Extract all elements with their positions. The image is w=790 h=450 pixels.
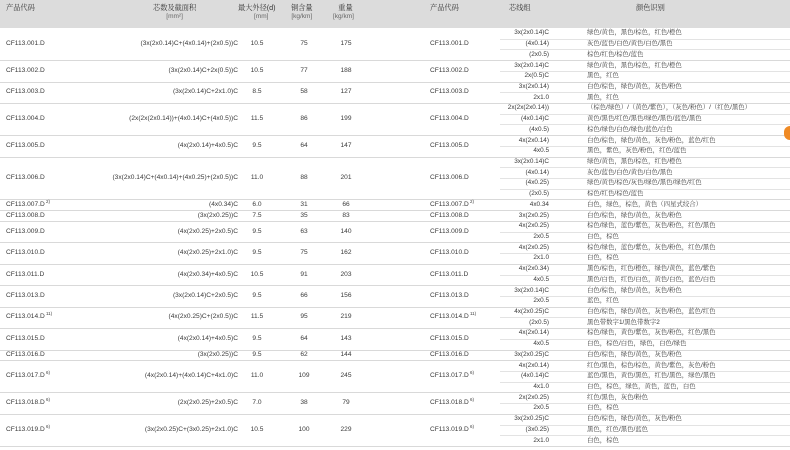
weight: 219 [340,313,352,321]
color-code: 绿色/黄色，黑色/棕色，红色/橙色 [587,157,682,165]
side-tab-marker[interactable] [784,126,790,140]
core-group: 2x0.5 [533,404,549,412]
product-code-2: CF113.010.D [430,249,469,257]
row-divider [0,392,790,393]
copper-content: 64 [300,334,308,342]
color-code: 黄色/黑色/红色/黑色/绿色/黑色/蓝色/黑色 [587,115,702,123]
core-group: (4x0.14) [525,40,549,48]
product-code-2: CF113.019.D $^{6)}$ [430,423,474,433]
weight: 245 [340,372,352,380]
core-group: 3x(2x0.25)C [514,415,549,423]
core-cross-section: (2x(2x0.25)+2x0.5)C [177,399,238,407]
core-group: 2x1.0 [533,436,549,444]
core-group: 2x(2x(2x0.14)) [507,104,549,112]
core-cross-section: (2x(2x(2x0.14))+(4x0.14)C+(4x0.5))C [129,115,238,123]
core-cross-section: (4x(2x0.25)C+(2x0.5))C [168,313,238,321]
core-group: (4x0.25) [525,179,549,187]
core-cross-section: (3x(2x0.25)C+(3x0.25)+2x1.0)C [144,425,238,433]
weight: 156 [340,291,352,299]
product-code-2: CF113.003.D [430,88,469,96]
core-group: 4x1.0 [533,383,549,391]
color-code: 黑色，红色/黑色/蓝色 [587,425,649,433]
outer-diameter: 11.5 [250,115,264,123]
product-code-2: CF113.018.D $^{6)}$ [430,396,474,407]
color-code: 白色/棕色，绿色/黄色，灰色/粉色 [587,350,682,358]
product-code-2: CF113.006.D [430,174,469,182]
outer-diameter: 8.5 [252,88,262,96]
core-group: (2x0.5) [529,50,549,58]
product-code-2: CF113.011.D [430,270,469,278]
core-group: (4x0.14)C [520,372,549,380]
copper-content: 75 [300,249,308,257]
product-code: CF113.019.D $^{6)}$ [6,423,50,433]
group-divider [500,114,790,115]
outer-diameter: 9.5 [252,350,262,358]
core-group: 2x(2x0.25) [518,393,549,401]
core-group: 3x(2x0.25)C [514,350,549,358]
weight: 229 [340,425,352,433]
weight: 144 [340,350,352,358]
outer-diameter: 6.0 [252,200,262,208]
outer-diameter: 10.5 [250,66,264,74]
core-group: 4x(2x0.25) [518,243,549,251]
copper-content: 31 [300,200,308,208]
color-code: 黑色，红色 [587,93,619,101]
copper-content: 100 [298,425,310,433]
outer-diameter: 7.5 [252,211,262,219]
copper-content: 109 [298,372,310,380]
color-code: 蓝色/黑色，黄色/黑色，红色/黑色，绿色/黑色 [587,372,716,380]
group-divider [500,92,790,93]
weight: 203 [340,270,352,278]
product-code-2: CF113.017.D $^{6)}$ [430,370,474,380]
color-code: 白色，棕色 [587,254,619,262]
core-cross-section: (3x(2x0.14)C+(4x0.14)+(4x0.25)+(2x0.5))C [112,174,238,182]
core-group: (4x0.14) [525,168,549,176]
core-group: 2x0.5 [533,297,549,305]
product-code: CF113.018.D $^{6)}$ [6,396,50,407]
weight: 201 [340,174,352,182]
footnote-mark: 11) [468,311,477,317]
core-cross-section: (3x(2x0.14)C+2x0.5)C [172,291,238,299]
group-divider [500,403,790,404]
group-divider [500,178,790,179]
footnote-mark: 6) [44,396,50,402]
core-group: 3x(2x0.14)C [514,286,549,294]
core-cross-section: (4x(2x0.25)+2x0.5)C [177,227,238,235]
copper-content: 35 [300,211,308,219]
color-code: 棕色/红色/棕色/蓝色 [587,190,644,198]
copper-content: 75 [300,40,308,48]
color-code: 白色/棕色，绿色/黄色，灰色/粉色 [587,211,682,219]
group-divider [500,232,790,233]
product-code: CF113.007.D $^{2)}$ [6,198,50,208]
group-divider [500,39,790,40]
color-code: 绿色/黄色/棕色/灰色/绿色/黑色/绿色/红色 [587,179,702,187]
color-code: 黑色/白色，红色/白色，黄色/白色，蓝色/白色 [587,275,716,283]
weight: 147 [340,141,352,149]
core-group: 4x0.5 [533,340,549,348]
group-divider [500,339,790,340]
copper-content: 88 [300,174,308,182]
group-divider [500,49,790,50]
product-code-2: CF113.014.D $^{11)}$ [430,311,477,321]
color-code: 白色/棕色，绿色/黄色，灰色/粉色，蓝色/红色 [587,308,716,316]
core-cross-section: (4x0.34)C [209,200,238,208]
group-divider [500,425,790,426]
outer-diameter: 9.5 [252,227,262,235]
weight: 127 [340,88,352,96]
color-code: 灰色/蓝色/白色/黄色/白色/黑色 [587,168,673,176]
header-weight [333,3,354,21]
core-group: (4x0.5) [529,125,549,133]
copper-content: 38 [300,399,308,407]
core-group: 3x(2x0.14)C [514,157,549,165]
core-group: 4x(2x0.25)C [514,308,549,316]
core-cross-section: (4x(2x0.14)+4x0.5)C [177,334,238,342]
core-group: (4x0.14)C [520,115,549,123]
core-group: 4x(2x0.34) [518,265,549,273]
core-cross-section: (4x(2x0.14)+(4x0.14)C+4x1.0)C [144,372,238,380]
product-code: CF113.010.D [6,249,45,257]
weight: 140 [340,227,352,235]
group-divider [500,382,790,383]
group-divider [500,189,790,190]
core-group: 2x(0.5)C [524,72,549,80]
outer-diameter: 9.5 [252,291,262,299]
color-code: 白色，棕色 [587,404,619,412]
product-code-2: CF113.013.D [430,291,469,299]
header-cores [153,3,196,21]
weight: 66 [342,200,350,208]
group-divider [500,275,790,276]
copper-content: 58 [300,88,308,96]
product-code: CF113.014.D $^{11)}$ [6,311,53,321]
header-core-groups: 芯线组 [509,3,531,12]
core-cross-section: (4x(2x0.34)+4x0.5)C [177,270,238,278]
weight: 79 [342,399,350,407]
color-code: 棕色/红色/棕色/蓝色 [587,50,644,58]
color-code: 黑色带数字1/黑色带数字2 [587,318,660,326]
core-group: 3x(2x0.25) [518,211,549,219]
core-cross-section: (3x(2x0.14)C+2x(0.5))C [168,66,238,74]
group-divider [500,296,790,297]
header-copper [291,3,313,21]
footnote-mark: 11) [44,311,53,317]
header-wt-label: 重量 [338,3,353,12]
group-divider [500,371,790,372]
weight: 175 [340,40,352,48]
weight: 162 [340,249,352,257]
product-code: CF113.009.D [6,227,45,235]
color-code: 白色，棕色，绿色，黄色，蓝色，白色 [587,383,696,391]
weight: 199 [340,115,352,123]
core-group: 2x0.5 [533,233,549,240]
footnote-mark: 6) [468,423,474,429]
core-group: 2x1.0 [533,254,549,262]
color-code: 棕色/绿色，蓝色/紫色，灰色/粉色，红色/黑色 [587,222,716,230]
header-od-unit: [mm] [254,13,269,20]
core-group: 4x0.5 [533,275,549,283]
core-cross-section: (4x(2x0.14)+4x0.5)C [177,141,238,149]
core-group: 4x(2x0.14) [518,329,549,337]
header-product-code-2: 产品代码 [430,3,459,12]
outer-diameter: 10.5 [250,425,264,433]
product-code: CF113.015.D [6,334,45,342]
weight: 143 [340,334,352,342]
row-divider [0,446,790,447]
group-divider [500,71,790,72]
header-cores-unit: [mm²] [166,13,183,20]
color-code: 棕色/绿色，蓝色/紫色，灰色/粉色，红色/黑色 [587,243,716,251]
copper-content: 66 [300,291,308,299]
color-code: 棕色/绿色/白色/绿色/蓝色/白色 [587,125,673,133]
copper-content: 77 [300,66,308,74]
core-group: 3x(2x0.14)C [514,61,549,69]
color-code: 白色/棕色，绿色/黄色，灰色/粉色 [587,82,682,90]
weight: 188 [340,66,352,74]
product-code: CF113.011.D [6,270,45,278]
outer-diameter: 11.5 [250,313,264,321]
product-code-2: CF113.002.D [430,66,469,74]
core-group: (3x0.25) [525,425,549,433]
color-code: 红色/黑色，灰色/粉色 [587,393,649,401]
footnote-mark: 6) [468,396,474,402]
core-group: 4x0.5 [533,147,549,155]
outer-diameter: 9.5 [252,334,262,342]
footnote-mark: 2) [44,198,50,204]
product-code-2: CF113.016.D [430,350,469,358]
core-cross-section: (3x(2x0.14)C+(4x0.14)+(2x0.5))C [140,40,238,48]
product-code: CF113.001.D [6,40,45,48]
color-code: 蓝色，红色 [587,297,619,305]
color-code: 白色，棕色 [587,233,619,240]
outer-diameter: 7.0 [252,399,262,407]
product-code: CF113.013.D [6,291,45,299]
color-code: 白色/棕色，绿色/黄色，灰色/粉色，蓝色/红色 [587,136,716,144]
product-code-2: CF113.009.D [430,227,469,235]
group-divider [500,124,790,125]
product-code: CF113.017.D $^{6)}$ [6,370,50,380]
core-group: 4x(2x0.14) [518,361,549,369]
core-group: 3x(2x0.14)C [514,29,549,37]
product-code: CF113.004.D [6,115,45,123]
product-code-2: CF113.001.D [430,40,469,48]
product-code: CF113.008.D [6,211,45,219]
copper-content: 95 [300,313,308,321]
product-code: CF113.003.D [6,88,45,96]
core-cross-section: (3x(2x0.25))C [197,350,238,358]
copper-content: 64 [300,141,308,149]
color-code: 白色，棕色 [587,436,619,444]
copper-content: 63 [300,227,308,235]
header-cu-unit: [kg/km] [291,13,313,20]
color-code: 白色，绿色，棕色，黄色（四星式绞合） [587,200,703,208]
product-code-2: CF113.008.D [430,211,469,219]
color-code: 白色/棕色，绿色/黄色，灰色/粉色 [587,286,682,294]
color-code: （棕色/绿色）/（黄色/紫色），（灰色/粉色）/（红色/黑色） [587,104,752,112]
color-code: 白色，棕色/白色，绿色，白色/绿色 [587,340,687,348]
header-od-label: 最大外径(d) [238,3,276,12]
outer-diameter: 11.0 [250,372,264,380]
product-code: CF113.005.D [6,141,45,149]
outer-diameter: 10.5 [250,270,264,278]
group-divider [500,167,790,168]
header-outer-diameter [238,3,276,21]
group-divider [500,146,790,147]
outer-diameter: 10.5 [250,40,264,48]
footnote-mark: 2) [468,198,474,204]
color-code: 绿色/黄色，黑色/棕色，红色/橙色 [587,29,682,37]
header-color-code: 颜色识别 [636,3,665,12]
copper-content: 62 [300,350,308,358]
product-code-2: CF113.007.D $^{2)}$ [430,198,474,208]
header-product-code: 产品代码 [6,3,35,12]
product-code-2: CF113.005.D [430,141,469,149]
core-cross-section: (4x(2x0.25)+2x1.0)C [177,249,238,257]
outer-diameter: 9.5 [252,141,262,149]
core-group: 2x1.0 [533,93,549,101]
core-group: 4x0.34 [529,200,549,208]
header-cu-label: 铜含量 [291,3,313,12]
header-cores-label: 芯数及截面积 [153,3,197,12]
product-code: CF113.006.D [6,174,45,182]
header-wt-unit: [kg/km] [333,13,354,20]
color-code: 黑色/棕色，红色/橙色，绿色/黄色，蓝色/紫色 [587,265,716,273]
core-cross-section: (3x(2x0.14)C+2x1.0)C [172,88,238,96]
outer-diameter: 11.0 [250,174,264,182]
core-group: 3x(2x0.14) [518,82,549,90]
core-group: 4x(2x0.25) [518,222,549,230]
weight: 83 [342,211,350,219]
color-code: 棕色/绿色，黄色/紫色，灰色/粉色，红色/黑色 [587,329,716,337]
core-group: (2x0.5) [529,190,549,198]
group-divider [500,253,790,254]
footnote-mark: 6) [468,370,474,376]
table-header [0,0,790,28]
color-code: 白色/棕色，绿色/黄色，灰色/粉色 [587,415,682,423]
core-cross-section: (3x(2x0.25))C [197,211,238,219]
footnote-mark: 6) [44,423,50,429]
outer-diameter: 9.5 [252,249,262,257]
product-code: CF113.016.D [6,350,45,358]
product-code-2: CF113.015.D [430,334,469,342]
color-code: 黑色，红色 [587,72,619,80]
copper-content: 91 [300,270,308,278]
footnote-mark: 6) [44,370,50,376]
core-group: 4x(2x0.14) [518,136,549,144]
color-code: 黑色，紫色，灰色/粉色，红色/蓝色 [587,147,687,155]
color-code: 红色/黑色，棕色/棕色，黄色/紫色，灰色/粉色 [587,361,716,369]
product-code-2: CF113.004.D [430,115,469,123]
copper-content: 86 [300,115,308,123]
color-code: 灰色/蓝色/白色/黄色/白色/黑色 [587,40,673,48]
core-group: (2x0.5) [529,318,549,326]
product-code: CF113.002.D [6,66,45,74]
group-divider [500,317,790,318]
color-code: 绿色/黄色，黑色/棕色，红色/橙色 [587,61,682,69]
group-divider [500,435,790,436]
